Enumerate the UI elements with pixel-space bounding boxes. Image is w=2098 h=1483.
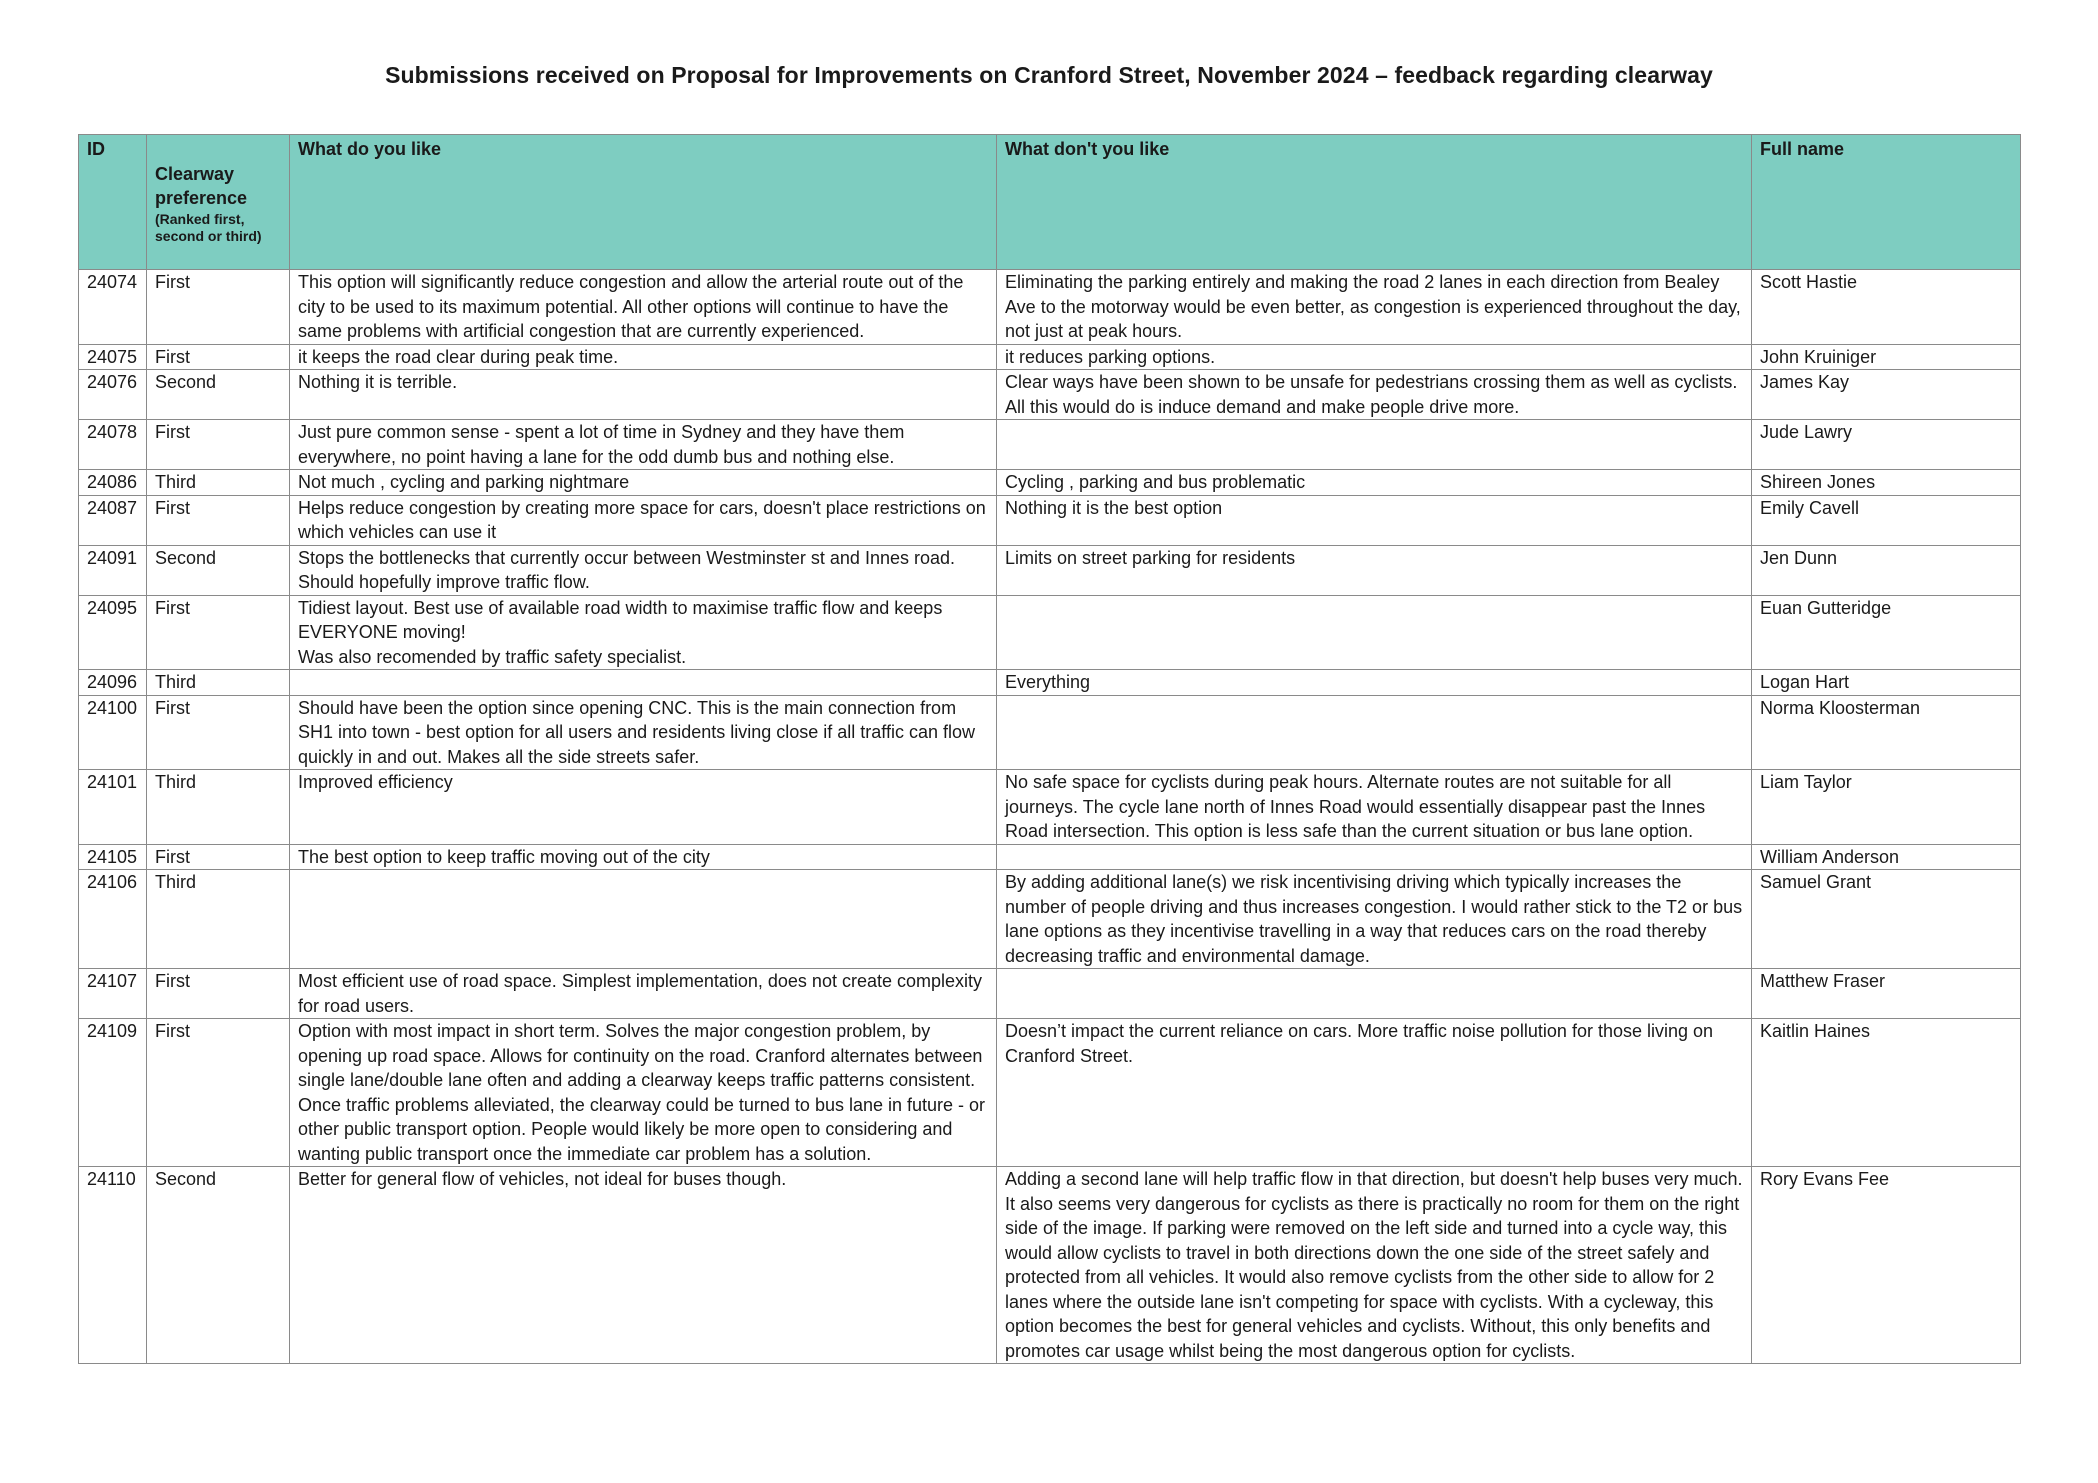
cell-full-name: Scott Hastie bbox=[1752, 270, 2021, 345]
header-what-you-dont-like: What don't you like bbox=[997, 135, 1752, 270]
header-id: ID bbox=[79, 135, 147, 270]
cell-full-name: Matthew Fraser bbox=[1752, 969, 2021, 1019]
cell-full-name: Kaitlin Haines bbox=[1752, 1019, 2021, 1167]
cell-id: 24109 bbox=[79, 1019, 147, 1167]
table-row bbox=[79, 770, 2021, 845]
table-row bbox=[79, 270, 2021, 345]
cell-what-you-like: Option with most impact in short term. Solves the major congestion problem, by opening up road space. Allows for continuity on the road. Cranford alternates between single lane/double lane often and adding a clearway keeps traffic patterns consistent. Once traffic problems alleviated, the clearway could be turned to bus lane in future - or other public transport option. People would likely be more open to considering and wanting public transport once the immediate car problem has a solution. bbox=[290, 1019, 997, 1167]
cell-what-you-like: Tidiest layout. Best use of available road width to maximise traffic flow and keeps EVERYONE moving! Was also recomended by traffic safety specialist. bbox=[290, 595, 997, 670]
cell-clearway-preference: First bbox=[147, 969, 290, 1019]
cell-id: 24086 bbox=[79, 470, 147, 496]
cell-id: 24096 bbox=[79, 670, 147, 696]
cell-what-you-like: Just pure common sense - spent a lot of time in Sydney and they have them everywhere, no point having a lane for the odd dumb bus and nothing else. bbox=[290, 420, 997, 470]
table-row bbox=[79, 595, 2021, 670]
table-row bbox=[79, 470, 2021, 496]
cell-what-you-like: Nothing it is terrible. bbox=[290, 370, 997, 420]
cell-what-you-like: Not much , cycling and parking nightmare bbox=[290, 470, 997, 496]
cell-clearway-preference: Second bbox=[147, 545, 290, 595]
cell-id: 24087 bbox=[79, 495, 147, 545]
cell-id: 24110 bbox=[79, 1167, 147, 1364]
cell-id: 24100 bbox=[79, 695, 147, 770]
cell-full-name: Emily Cavell bbox=[1752, 495, 2021, 545]
cell-what-you-dont-like: Cycling , parking and bus problematic bbox=[997, 470, 1752, 496]
cell-full-name: Samuel Grant bbox=[1752, 870, 2021, 969]
cell-what-you-like: Should have been the option since opening CNC. This is the main connection from SH1 into town - best option for all users and residents living close if all traffic can flow quickly in and out. Makes all the side streets safer. bbox=[290, 695, 997, 770]
header-clearway-preference bbox=[147, 135, 290, 270]
cell-id: 24101 bbox=[79, 770, 147, 845]
cell-what-you-like: it keeps the road clear during peak time. bbox=[290, 344, 997, 370]
cell-clearway-preference: First bbox=[147, 595, 290, 670]
cell-id: 24076 bbox=[79, 370, 147, 420]
table-header-row bbox=[79, 135, 2021, 270]
cell-what-you-dont-like bbox=[997, 420, 1752, 470]
cell-what-you-dont-like: Nothing it is the best option bbox=[997, 495, 1752, 545]
cell-clearway-preference: First bbox=[147, 344, 290, 370]
cell-what-you-dont-like: Everything bbox=[997, 670, 1752, 696]
header-clearway-label: Clearway preference bbox=[155, 163, 248, 208]
cell-what-you-dont-like: By adding additional lane(s) we risk incentivising driving which typically increases the number of people driving and thus increases congestion. I would rather stick to the T2 or bus lane options as they incentivise travelling in a way that reduces cars on the road thereby decreasing traffic and environmental damage. bbox=[997, 870, 1752, 969]
table-row bbox=[79, 344, 2021, 370]
cell-full-name: Jen Dunn bbox=[1752, 545, 2021, 595]
cell-full-name: Euan Gutteridge bbox=[1752, 595, 2021, 670]
cell-full-name: Jude Lawry bbox=[1752, 420, 2021, 470]
cell-id: 24078 bbox=[79, 420, 147, 470]
cell-id: 24105 bbox=[79, 844, 147, 870]
cell-clearway-preference: First bbox=[147, 844, 290, 870]
cell-id: 24074 bbox=[79, 270, 147, 345]
cell-full-name: Shireen Jones bbox=[1752, 470, 2021, 496]
cell-clearway-preference: First bbox=[147, 1019, 290, 1167]
cell-clearway-preference: Third bbox=[147, 870, 290, 969]
cell-what-you-dont-like bbox=[997, 695, 1752, 770]
cell-full-name: Norma Kloosterman bbox=[1752, 695, 2021, 770]
cell-full-name: Logan Hart bbox=[1752, 670, 2021, 696]
cell-what-you-like bbox=[290, 870, 997, 969]
cell-id: 24107 bbox=[79, 969, 147, 1019]
table-row bbox=[79, 670, 2021, 696]
cell-id: 24091 bbox=[79, 545, 147, 595]
table-row bbox=[79, 1019, 2021, 1167]
cell-what-you-dont-like bbox=[997, 595, 1752, 670]
table-row bbox=[79, 844, 2021, 870]
cell-clearway-preference: First bbox=[147, 495, 290, 545]
header-clearway-note: (Ranked first, second or third) bbox=[155, 210, 262, 244]
cell-what-you-dont-like: Limits on street parking for residents bbox=[997, 545, 1752, 595]
cell-what-you-like: Better for general flow of vehicles, not ideal for buses though. bbox=[290, 1167, 997, 1364]
cell-what-you-dont-like: Clear ways have been shown to be unsafe for pedestrians crossing them as well as cyclists. All this would do is induce demand and make people drive more. bbox=[997, 370, 1752, 420]
page-title: Submissions received on Proposal for Improvements on Cranford Street, November 2024 – feedback regarding clearway bbox=[385, 62, 1713, 88]
table-row bbox=[79, 1167, 2021, 1364]
cell-what-you-like: This option will significantly reduce congestion and allow the arterial route out of the city to be used to its maximum potential. All other options will continue to have the same problems with artificial congestion that are currently experienced. bbox=[290, 270, 997, 345]
cell-full-name: Rory Evans Fee bbox=[1752, 1167, 2021, 1364]
cell-full-name: William Anderson bbox=[1752, 844, 2021, 870]
cell-clearway-preference: Third bbox=[147, 470, 290, 496]
cell-what-you-like: Stops the bottlenecks that currently occur between Westminster st and Innes road. Should hopefully improve traffic flow. bbox=[290, 545, 997, 595]
cell-what-you-dont-like: Eliminating the parking entirely and making the road 2 lanes in each direction from Bealey Ave to the motorway would be even better, as congestion is experienced throughout the day, not just at peak hours. bbox=[997, 270, 1752, 345]
cell-what-you-like: Most efficient use of road space. Simplest implementation, does not create complexity for road users. bbox=[290, 969, 997, 1019]
cell-what-you-dont-like bbox=[997, 844, 1752, 870]
table-row bbox=[79, 370, 2021, 420]
cell-id: 24095 bbox=[79, 595, 147, 670]
cell-what-you-dont-like: it reduces parking options. bbox=[997, 344, 1752, 370]
cell-what-you-like: The best option to keep traffic moving out of the city bbox=[290, 844, 997, 870]
cell-id: 24106 bbox=[79, 870, 147, 969]
cell-what-you-like bbox=[290, 670, 997, 696]
cell-clearway-preference: Third bbox=[147, 670, 290, 696]
table-row bbox=[79, 695, 2021, 770]
cell-clearway-preference: First bbox=[147, 420, 290, 470]
table-row bbox=[79, 545, 2021, 595]
cell-clearway-preference: Third bbox=[147, 770, 290, 845]
cell-what-you-like: Helps reduce congestion by creating more space for cars, doesn't place restrictions on which vehicles can use it bbox=[290, 495, 997, 545]
cell-full-name: Liam Taylor bbox=[1752, 770, 2021, 845]
cell-full-name: John Kruiniger bbox=[1752, 344, 2021, 370]
cell-what-you-dont-like: Doesn’t impact the current reliance on cars. More traffic noise pollution for those living on Cranford Street. bbox=[997, 1019, 1752, 1167]
header-what-you-like: What do you like bbox=[290, 135, 997, 270]
submissions-table bbox=[78, 134, 2021, 1364]
cell-clearway-preference: Second bbox=[147, 370, 290, 420]
cell-id: 24075 bbox=[79, 344, 147, 370]
cell-clearway-preference: First bbox=[147, 695, 290, 770]
table-row bbox=[79, 870, 2021, 969]
table-body bbox=[79, 270, 2021, 1364]
cell-clearway-preference: Second bbox=[147, 1167, 290, 1364]
cell-what-you-dont-like: Adding a second lane will help traffic flow in that direction, but doesn't help buses very much. It also seems very dangerous for cyclists as there is practically no room for them on the right side of the image. If parking were removed on the left side and turned into a cycle way, this would allow cyclists to travel in both directions down the one side of the street safely and protected from all vehicles. It would also remove cyclists from the other side to allow for 2 lanes where the outside lane isn't competing for space with cyclists. With a cycleway, this option becomes the best for general vehicles and cyclists. Without, this only benefits and promotes car usage whilst being the most dangerous option for cyclists. bbox=[997, 1167, 1752, 1364]
table-row bbox=[79, 969, 2021, 1019]
cell-what-you-dont-like: No safe space for cyclists during peak hours. Alternate routes are not suitable for all journeys. The cycle lane north of Innes Road would essentially disappear past the Innes Road intersection. This option is less safe than the current situation or bus lane option. bbox=[997, 770, 1752, 845]
cell-full-name: James Kay bbox=[1752, 370, 2021, 420]
cell-what-you-like: Improved efficiency bbox=[290, 770, 997, 845]
cell-clearway-preference: First bbox=[147, 270, 290, 345]
cell-what-you-dont-like bbox=[997, 969, 1752, 1019]
header-full-name: Full name bbox=[1752, 135, 2021, 270]
table-row bbox=[79, 495, 2021, 545]
table-row bbox=[79, 420, 2021, 470]
